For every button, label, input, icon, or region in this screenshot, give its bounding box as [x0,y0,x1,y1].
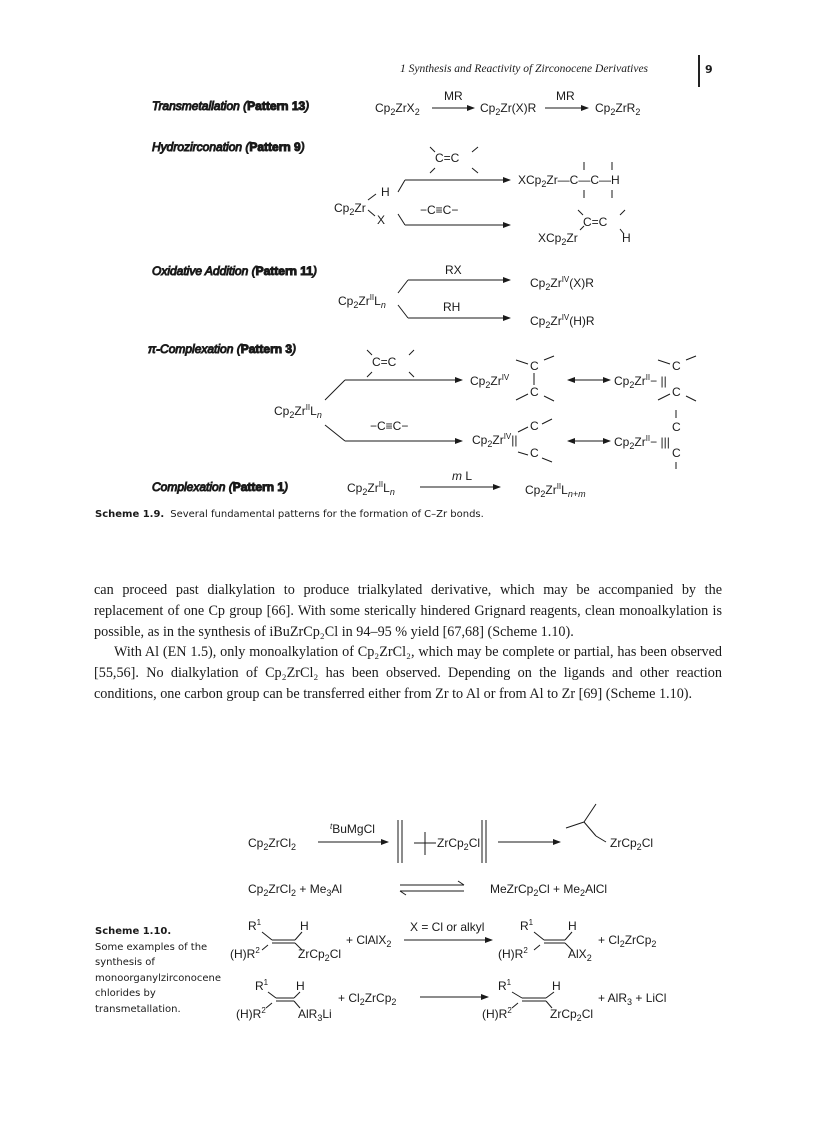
svg-text:Cp2ZrIILn: $Cp_2Zr^{II}L_n$ [338,293,386,310]
paragraph-1: can proceed past dialkylation to produce trialkylated derivative, which may be accompanied by the replacement of one Cp group [66]. With some sterically hindered Grignard reagents, clean monoalkylation is possible, as in the synthesis of iBuZrCp₂Cl in 94–95 % yield [67,68] (Scheme 1.10). [94,582,722,640]
svg-text:Cp2ZrX2: $Cp_2ZrX_2$ [375,101,420,117]
svg-text:(H)R2: $(H)R^2$ [230,946,260,961]
svg-text:Cp2ZrCl2: $Cp_2ZrCl_2$ [248,836,297,852]
svg-text:Cp2ZrIILn: $Cp_2Zr^{II}L_n$ [347,480,395,497]
svg-text:ZrCp2Cl: ZrCp$_2$Cl [610,836,654,852]
svg-text:MR: MR [556,89,575,103]
svg-text:Cp2ZrR2: $Cp_2ZrR_2$ [595,101,641,117]
svg-text:(H)R2: $(H)R^2$ [482,1006,512,1021]
svg-text:ZrCp2Cl: ZrCp$_2$Cl [437,836,481,852]
svg-text:Cp2ZrIV: $Cp_2Zr^{IV}$ [470,373,510,390]
svg-text:Cp2ZrIILn+m: $Cp_2Zr^{II}L_{n+m}$ [525,482,586,499]
svg-text:+ AlR3 + LiCl: + AlR$_3$ + LiCl [598,991,667,1007]
running-header: 1 Synthesis and Reactivity of Zirconocene Derivatives [400,63,649,75]
svg-text:C: C [530,419,539,433]
scheme-1-9-caption: Scheme 1.9. Several fundamental patterns for the formation of C–Zr bonds. [95,509,484,520]
pattern-label-transmetallation: Transmetallation (Pattern 13) [152,99,310,113]
svg-text:H: H [568,919,577,933]
svg-text:−C≡C−: −C≡C− [370,419,409,433]
svg-text:ZrCp2Cl: ZrCp$_2$Cl [550,1007,594,1023]
svg-text:R1: $R^1$ [255,978,269,993]
paragraph-2: With Al (EN 1.5), only monoalkylation of Cp₂ZrCl₂, which may be complete or partial, has been observed [55,56]. No dialkylation of Cp₂ZrCl₂ has been observed. Depending on the ligands and other reaction conditions, one carbon group can be transferred either from Zr to Al or from Al to Zr [69] (Scheme 1.10). [94,644,722,702]
svg-text:Cp2ZrIV||: $Cp_2Zr^{IV}||$ [472,432,518,449]
svg-text:Cp2ZrIV(H)R: $Cp_2Zr^{IV}(H)R$ [530,313,595,330]
svg-text:H: H [296,979,305,993]
svg-text:C=C: C=C [435,151,460,165]
svg-text:C=C: C=C [583,215,608,229]
svg-text:Cp2ZrIV(X)R: $Cp_2Zr^{IV}(X)R$ [530,275,594,292]
svg-text:XCp2Zr—C—C—H: XCp$_2$Zr—C—C—H [518,173,620,189]
pattern-label-oxidative-addition: Oxidative Addition (Pattern 11) [152,264,317,278]
reaction1-condition: X = Cl or alkyl [410,920,485,934]
svg-text:C: C [672,385,681,399]
svg-text:C=C: C=C [372,355,397,369]
pattern-label-complexation: Complexation (Pattern 1) [152,480,289,494]
svg-text:Cp2Zr(X)R: $Cp_2Zr(X)R$ [480,101,537,117]
svg-text:AlX2: AlX$_2$ [568,947,592,963]
svg-text:MR: MR [444,89,463,103]
svg-text:RH: RH [443,300,461,314]
svg-text:+ Cl2ZrCp2: + $Cl_2ZrCp_2$ [598,933,657,949]
svg-text:H: H [381,185,390,199]
svg-text:(H)R2: $(H)R^2$ [498,946,528,961]
svg-text:(H)R2: $(H)R^2$ [236,1006,266,1021]
svg-text:C: C [530,446,539,460]
pattern-label-pi-complexation: π-Complexation (Pattern 3) [148,342,297,356]
svg-text:C: C [672,446,681,460]
svg-text:R1: $R^1$ [498,978,512,993]
svg-text:Cp2ZrII− ||: $Cp_2Zr^{II}-$ || [614,373,667,390]
svg-text:C: C [672,359,681,373]
svg-text:Cp2ZrCl2 + Me3Al: $Cp_2ZrCl_2 + Me_3Al$ [248,882,343,898]
svg-text:MeZrCp2Cl + Me2AlCl: MeZrCp$_2$Cl + $Me_2AlCl$ [490,882,608,898]
svg-text:m L: m L [452,469,473,483]
svg-text:H: H [300,919,309,933]
page-number: 9 [705,63,713,76]
svg-text:C: C [530,385,539,399]
svg-text:tBuMgCl: $^t$BuMgCl [330,822,375,836]
svg-text:X: X [377,213,386,227]
svg-text:AlR3Li: AlR$_3$Li [298,1007,332,1023]
svg-text:RX: RX [445,263,462,277]
svg-text:XCp2Zr: XCp$_2$Zr [538,231,578,247]
svg-text:+ Cl2ZrCp2: + $Cl_2ZrCp_2$ [338,991,397,1007]
body-text [94,580,722,705]
svg-text:C: C [530,359,539,373]
svg-text:C: C [672,420,681,434]
svg-text:ZrCp2Cl: ZrCp$_2$Cl [298,947,342,963]
svg-text:Cp2Zr: $Cp_2Zr$ [334,201,366,217]
scheme-1-10-caption: Scheme 1.10. Some examples of the synthesis of monoorganylzirconocene chlorides by transmetallation. [95,926,222,1015]
svg-text:Cp2ZrIILn: $Cp_2Zr^{II}L_n$ [274,403,322,420]
svg-text:Cp2ZrII− |||: $Cp_2Zr^{II}-$ ||| [614,434,670,451]
pattern-label-hydrozirconation: Hydrozirconation (Pattern 9) [152,140,305,154]
svg-text:H: H [622,231,631,245]
svg-text:−C≡C−: −C≡C− [420,203,459,217]
svg-text:R1: $R^1$ [248,918,262,933]
svg-text:R1: $R^1$ [520,918,534,933]
svg-text:H: H [552,979,561,993]
svg-text:+ ClAlX2: + ClAlX$_2$ [346,933,392,949]
